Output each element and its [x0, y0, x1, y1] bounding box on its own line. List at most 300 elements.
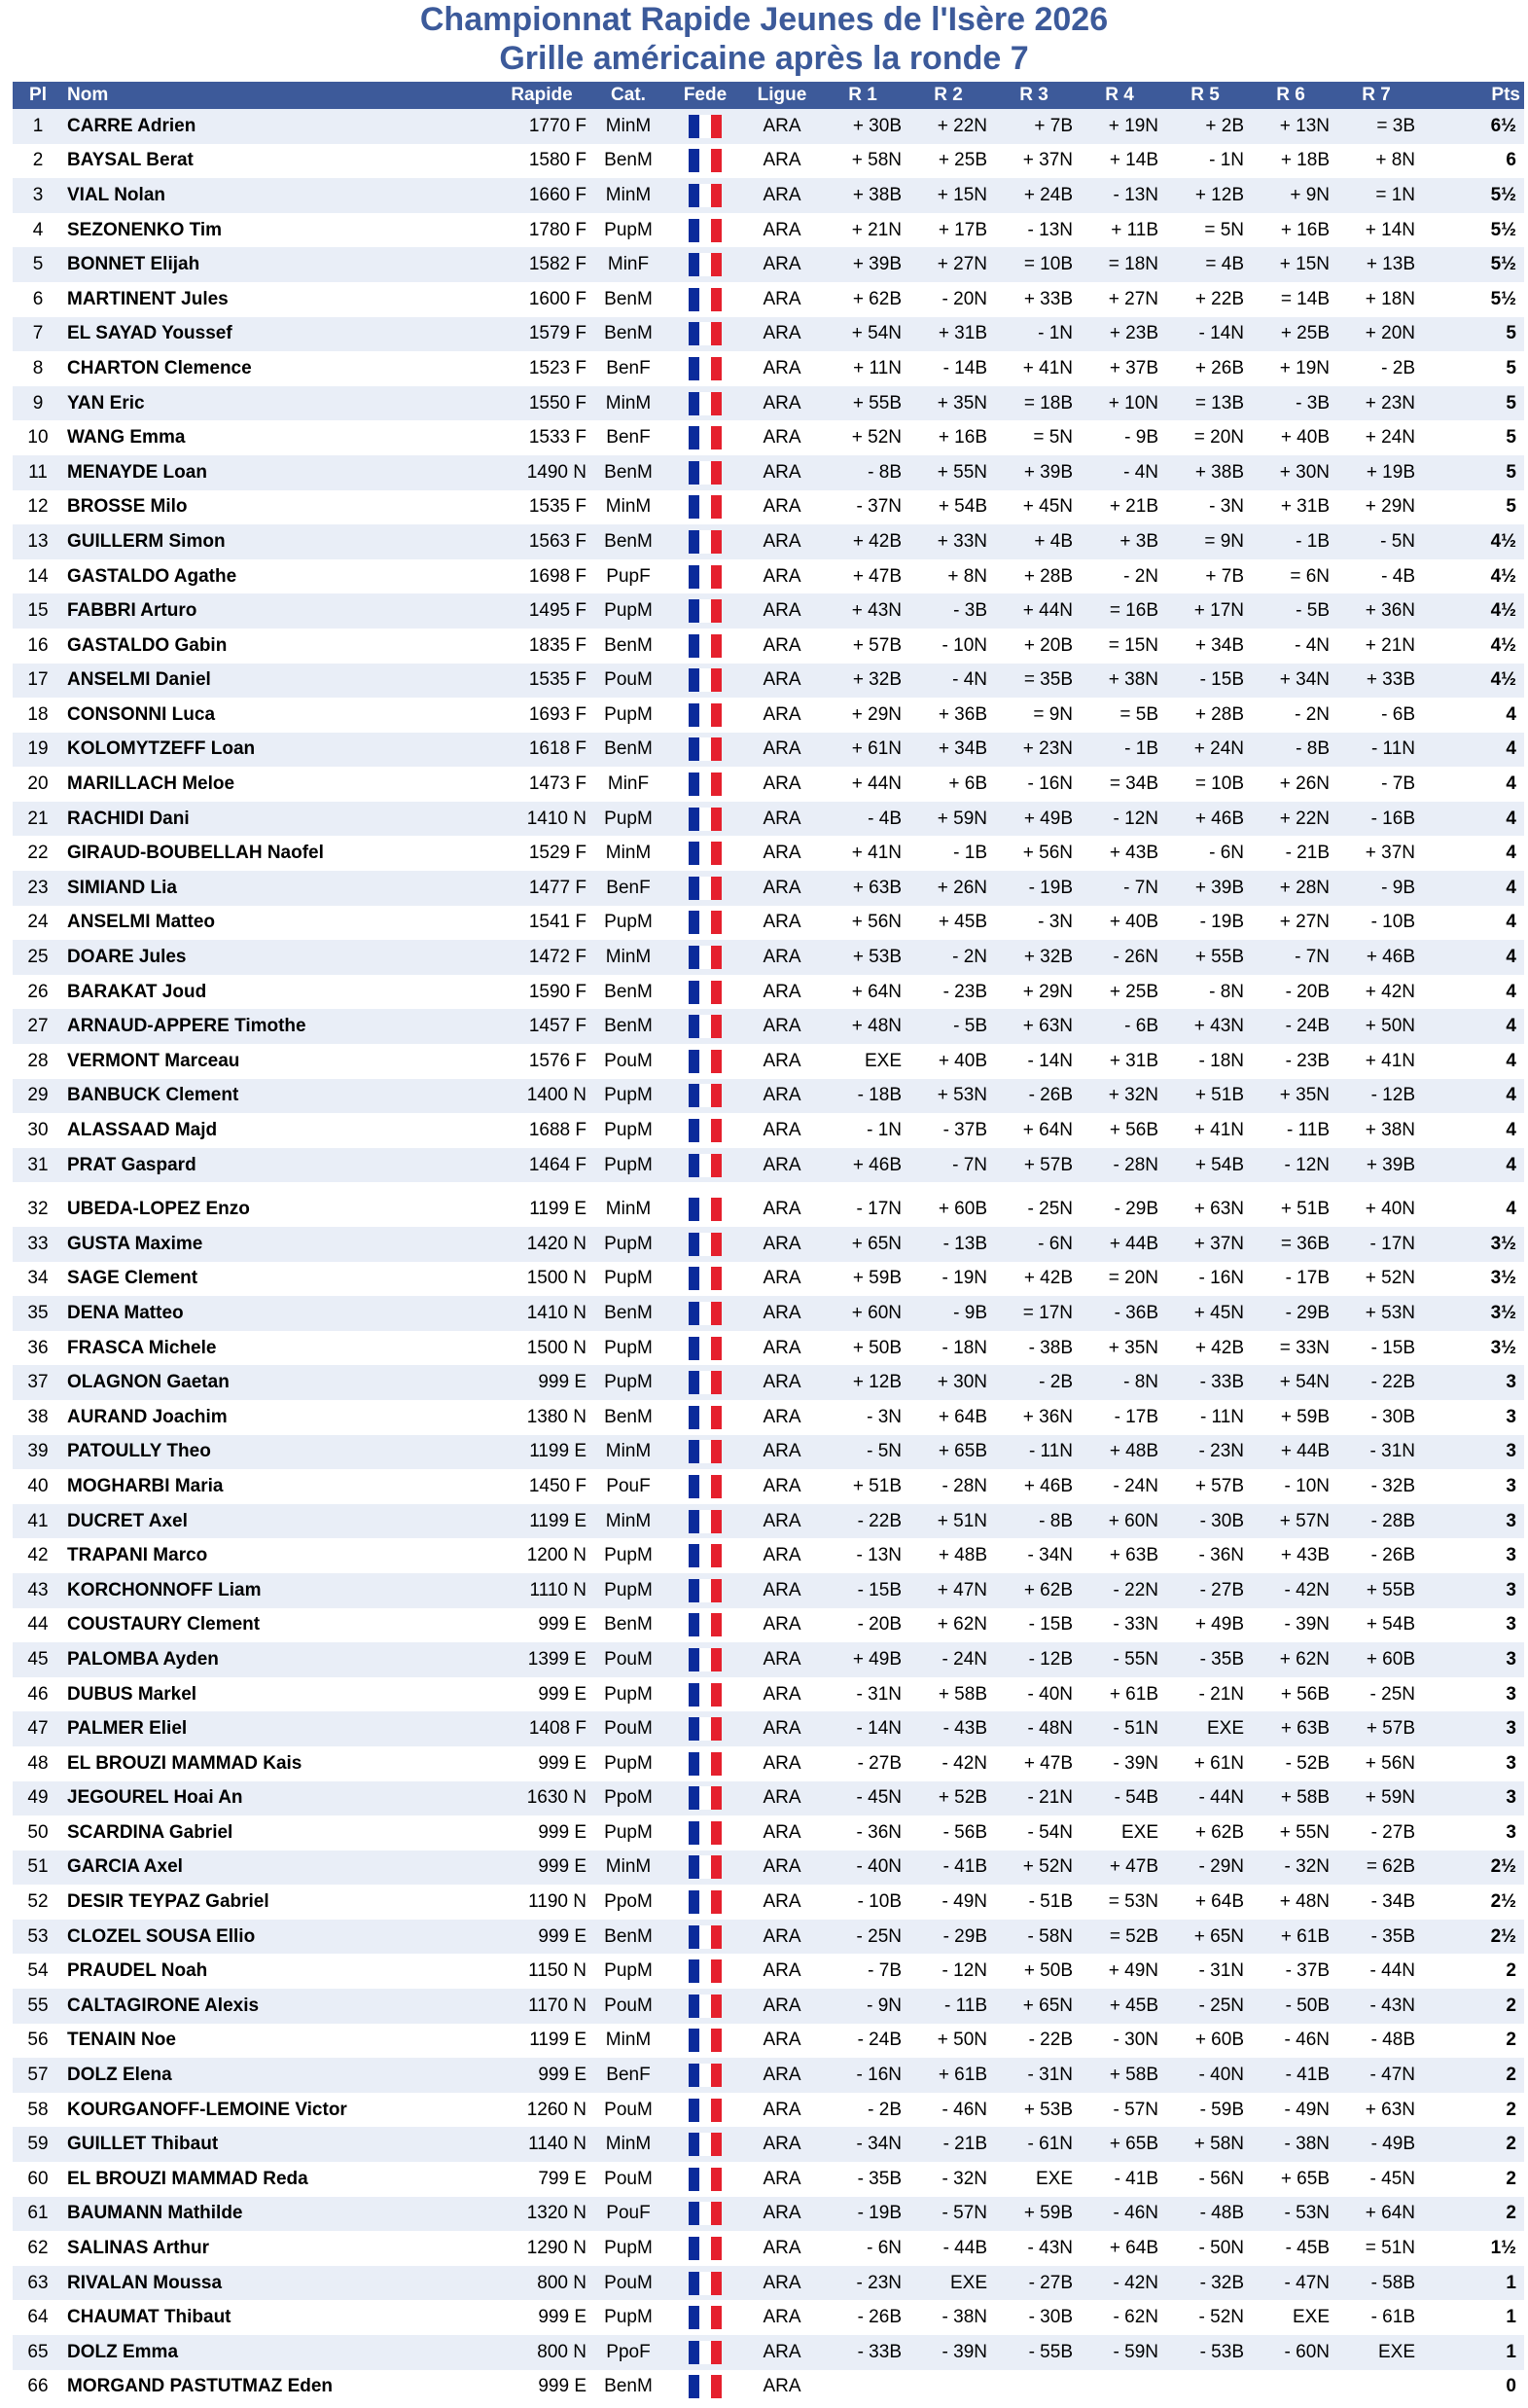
cell-ligue: ARA [744, 1815, 820, 1851]
cell-r1: - 35B [820, 2162, 906, 2197]
cell-r6: + 15N [1248, 247, 1333, 282]
france-flag-icon [689, 1475, 722, 1498]
cell-r4: + 63B [1077, 1538, 1162, 1573]
cell-r6: - 2N [1248, 698, 1333, 733]
cell-r1: - 45N [820, 1781, 906, 1816]
cell-r7: - 31N [1333, 1435, 1419, 1470]
cell-rapide: 1399 E [493, 1642, 590, 1677]
header-pl[interactable]: Pl [13, 82, 63, 109]
cell-r2: + 25B [906, 144, 991, 179]
cell-fede [666, 1365, 744, 1400]
cell-ligue: ARA [744, 1989, 820, 2024]
header-r2[interactable]: R 2 [906, 82, 991, 109]
cell-r5: + 7B [1162, 559, 1248, 594]
cell-r7: + 20N [1333, 317, 1419, 352]
cell-rapide: 1576 F [493, 1044, 590, 1079]
cell-ligue: ARA [744, 940, 820, 975]
cell-pts: 4 [1419, 1148, 1524, 1188]
cell-r6: + 28N [1248, 871, 1333, 906]
header-cat[interactable]: Cat. [590, 82, 666, 109]
cell-r3: - 61N [991, 2127, 1077, 2162]
cell-cat: PupM [590, 906, 666, 941]
table-row [13, 282, 1524, 317]
header-rapide[interactable]: Rapide [493, 82, 590, 109]
cell-nom: GUILLERM Simon [63, 524, 493, 559]
cell-r7: + 14N [1333, 213, 1419, 248]
cell-ligue: ARA [744, 1885, 820, 1920]
cell-fede [666, 2266, 744, 2301]
cell-r4: - 12N [1077, 802, 1162, 837]
cell-nom: ANSELMI Daniel [63, 664, 493, 699]
france-flag-icon [689, 1406, 722, 1429]
cell-pts: 5½ [1419, 178, 1524, 213]
cell-fede [666, 1435, 744, 1470]
cell-r2: - 5B [906, 1009, 991, 1044]
cell-rapide: 1490 N [493, 455, 590, 490]
cell-pl: 41 [13, 1504, 63, 1539]
cell-r3: + 29N [991, 975, 1077, 1010]
table-row [13, 593, 1524, 629]
cell-fede [666, 2300, 744, 2335]
cell-ligue: ARA [744, 1469, 820, 1504]
cell-nom: DUCRET Axel [63, 1504, 493, 1539]
cell-pl: 64 [13, 2300, 63, 2335]
cell-r2: + 27N [906, 247, 991, 282]
france-flag-icon [689, 1786, 722, 1810]
cell-nom: FABBRI Arturo [63, 593, 493, 629]
france-flag-icon [689, 1337, 722, 1360]
cell-r1: - 18B [820, 1079, 906, 1114]
cell-nom: CONSONNI Luca [63, 698, 493, 733]
cell-r6: + 34N [1248, 664, 1333, 699]
france-flag-icon [689, 2237, 722, 2260]
cell-pts: 2 [1419, 2093, 1524, 2128]
cell-cat: MinM [590, 490, 666, 525]
cell-r3: + 20B [991, 629, 1077, 664]
cell-r3: = 18B [991, 386, 1077, 421]
cell-pts: 5 [1419, 490, 1524, 525]
cell-rapide: 999 E [493, 2370, 590, 2405]
table-row [13, 1538, 1524, 1573]
cell-r2: - 29B [906, 1920, 991, 1955]
cell-pl: 40 [13, 1469, 63, 1504]
cell-cat: PupM [590, 1677, 666, 1712]
cell-r2: + 59N [906, 802, 991, 837]
table-row [13, 2300, 1524, 2335]
cell-r2: - 20N [906, 282, 991, 317]
cell-rapide: 800 N [493, 2335, 590, 2370]
table-row [13, 351, 1524, 386]
cell-pts: 4 [1419, 836, 1524, 871]
cell-ligue: ARA [744, 1262, 820, 1297]
cell-r7: - 47N [1333, 2058, 1419, 2093]
cell-fede [666, 247, 744, 282]
cell-nom: GIRAUD-BOUBELLAH Naofel [63, 836, 493, 871]
cell-r2: + 52B [906, 1781, 991, 1816]
cell-r6: - 32N [1248, 1851, 1333, 1886]
cell-nom: EL BROUZI MAMMAD Kais [63, 1746, 493, 1781]
cell-r2: + 31B [906, 317, 991, 352]
cell-pts: 4 [1419, 1009, 1524, 1044]
cell-r6: - 10N [1248, 1469, 1333, 1504]
cell-cat: PouF [590, 1469, 666, 1504]
cell-fede [666, 698, 744, 733]
cell-cat: MinM [590, 1187, 666, 1227]
cell-nom: MORGAND PASTUTMAZ Eden [63, 2370, 493, 2405]
cell-r1: - 25N [820, 1920, 906, 1955]
cell-fede [666, 524, 744, 559]
cell-r2: - 13B [906, 1227, 991, 1262]
cell-r2: - 28N [906, 1469, 991, 1504]
cell-r2: - 2N [906, 940, 991, 975]
cell-r3: + 57B [991, 1148, 1077, 1188]
cell-ligue: ARA [744, 524, 820, 559]
cell-r4: + 40B [1077, 906, 1162, 941]
cell-r7: + 23N [1333, 386, 1419, 421]
cell-ligue: ARA [744, 1504, 820, 1539]
header-fede[interactable]: Fede [666, 82, 744, 109]
cell-cat: BenM [590, 1296, 666, 1331]
cell-r5: + 34B [1162, 629, 1248, 664]
cell-r6: + 48N [1248, 1885, 1333, 1920]
cell-fede [666, 1227, 744, 1262]
cell-r1: + 43N [820, 593, 906, 629]
cell-fede [666, 144, 744, 179]
cell-pts: 2 [1419, 2162, 1524, 2197]
cell-cat: MinM [590, 109, 666, 144]
cell-fede [666, 1573, 744, 1608]
cell-pts: 2½ [1419, 1920, 1524, 1955]
cell-r5: - 27B [1162, 1573, 1248, 1608]
cell-rapide: 1698 F [493, 559, 590, 594]
cell-r1: - 6N [820, 2231, 906, 2266]
table-row [13, 317, 1524, 352]
cell-r6: + 31B [1248, 490, 1333, 525]
cell-ligue: ARA [744, 144, 820, 179]
cell-r2: + 61B [906, 2058, 991, 2093]
cell-r7: + 60B [1333, 1642, 1419, 1677]
cell-pl: 29 [13, 1079, 63, 1114]
header-nom[interactable]: Nom [63, 82, 493, 109]
cell-fede [666, 802, 744, 837]
cell-rapide: 1780 F [493, 213, 590, 248]
cell-cat: BenM [590, 1009, 666, 1044]
cell-pl: 23 [13, 871, 63, 906]
cell-r4: + 3B [1077, 524, 1162, 559]
header-ligue[interactable]: Ligue [744, 82, 820, 109]
cell-pts: 3½ [1419, 1331, 1524, 1366]
cell-pl: 28 [13, 1044, 63, 1079]
cell-r7: - 7B [1333, 767, 1419, 802]
header-r3[interactable]: R 3 [991, 82, 1077, 109]
cell-ligue: ARA [744, 178, 820, 213]
cell-rapide: 1835 F [493, 629, 590, 664]
cell-pl: 59 [13, 2127, 63, 2162]
cell-r1: - 26B [820, 2300, 906, 2335]
cell-r5: = 20N [1162, 420, 1248, 455]
header-r7[interactable]: R 7 [1333, 82, 1419, 109]
cell-r1: + 52N [820, 420, 906, 455]
cell-pts: 4 [1419, 871, 1524, 906]
table-row [13, 698, 1524, 733]
cell-r1: + 65N [820, 1227, 906, 1262]
cell-pts: 4 [1419, 733, 1524, 768]
header-pts[interactable]: Pts [1419, 82, 1524, 109]
cell-ligue: ARA [744, 2162, 820, 2197]
table-row [13, 940, 1524, 975]
cell-r6: = 33N [1248, 1331, 1333, 1366]
cell-ligue: ARA [744, 767, 820, 802]
cell-ligue: ARA [744, 213, 820, 248]
cell-nom: SALINAS Arthur [63, 2231, 493, 2266]
cell-cat: PouM [590, 1711, 666, 1746]
cell-r2: - 21B [906, 2127, 991, 2162]
cell-r4: - 42N [1077, 2266, 1162, 2301]
cell-r7: - 9B [1333, 871, 1419, 906]
cell-pl: 25 [13, 940, 63, 975]
cell-rapide: 1473 F [493, 767, 590, 802]
cell-r3: - 16N [991, 767, 1077, 802]
cell-r5: + 26B [1162, 351, 1248, 386]
france-flag-icon [689, 1648, 722, 1671]
cell-rapide: 1590 F [493, 975, 590, 1010]
cell-r5: - 25N [1162, 1989, 1248, 2024]
cell-ligue: ARA [744, 420, 820, 455]
cell-r3: - 3N [991, 906, 1077, 941]
page-subtitle: Grille américaine après la ronde 7 [499, 40, 1029, 77]
cell-ligue: ARA [744, 2197, 820, 2232]
table-row [13, 524, 1524, 559]
cell-r7: - 15B [1333, 1331, 1419, 1366]
cell-ligue: ARA [744, 1711, 820, 1746]
cell-fede [666, 351, 744, 386]
cell-r7: - 5N [1333, 524, 1419, 559]
cell-ligue: ARA [744, 1400, 820, 1435]
cell-r2: - 12N [906, 1954, 991, 1989]
cell-pts: 4½ [1419, 559, 1524, 594]
cell-r7: - 27B [1333, 1815, 1419, 1851]
france-flag-icon [689, 1579, 722, 1602]
cell-nom: BAUMANN Mathilde [63, 2197, 493, 2232]
cell-cat: PupM [590, 1113, 666, 1148]
cell-r3: - 54N [991, 1815, 1077, 1851]
cell-r4: EXE [1077, 1815, 1162, 1851]
cell-r5: - 3N [1162, 490, 1248, 525]
header-r1[interactable]: R 1 [820, 82, 906, 109]
france-flag-icon [689, 599, 722, 623]
cell-rapide: 1170 N [493, 1989, 590, 2024]
cell-r1: + 12B [820, 1365, 906, 1400]
cell-r6: + 57N [1248, 1504, 1333, 1539]
cell-cat: PupM [590, 1262, 666, 1297]
cell-r5: + 54B [1162, 1148, 1248, 1188]
cell-rapide: 1579 F [493, 317, 590, 352]
cell-r3: = 9N [991, 698, 1077, 733]
cell-r7: + 42N [1333, 975, 1419, 1010]
table-row [13, 213, 1524, 248]
header-r4[interactable]: R 4 [1077, 82, 1162, 109]
cell-ligue: ARA [744, 1365, 820, 1400]
table-row [13, 1677, 1524, 1712]
france-flag-icon [689, 1440, 722, 1463]
cell-rapide: 999 E [493, 1608, 590, 1643]
cell-r6: + 27N [1248, 906, 1333, 941]
cell-r5: + 64B [1162, 1885, 1248, 1920]
cell-pts: 3 [1419, 1504, 1524, 1539]
cell-pts: 4 [1419, 906, 1524, 941]
cell-r5: = 5N [1162, 213, 1248, 248]
cell-r3: + 37N [991, 144, 1077, 179]
cell-cat: BenM [590, 733, 666, 768]
cell-cat: MinM [590, 178, 666, 213]
cell-r1: - 20B [820, 1608, 906, 1643]
cell-fede [666, 1538, 744, 1573]
cell-r3: + 46B [991, 1469, 1077, 1504]
cell-r2: - 7N [906, 1148, 991, 1188]
cell-pl: 7 [13, 317, 63, 352]
cell-r6: + 19N [1248, 351, 1333, 386]
cell-pl: 63 [13, 2266, 63, 2301]
table-row [13, 733, 1524, 768]
cell-r5: - 36N [1162, 1538, 1248, 1573]
cell-pl: 48 [13, 1746, 63, 1781]
cell-rapide: 1140 N [493, 2127, 590, 2162]
cell-nom: WANG Emma [63, 420, 493, 455]
france-flag-icon [689, 357, 722, 380]
cell-rapide: 1563 F [493, 524, 590, 559]
cell-r2: - 39N [906, 2335, 991, 2370]
cell-rapide: 1529 F [493, 836, 590, 871]
cell-r3: - 40N [991, 1677, 1077, 1712]
cell-r1: + 11N [820, 351, 906, 386]
cell-pts: 1 [1419, 2335, 1524, 2370]
cell-rapide: 1260 N [493, 2093, 590, 2128]
cell-fede [666, 871, 744, 906]
cell-r3: - 12B [991, 1642, 1077, 1677]
cell-pts: 2 [1419, 2127, 1524, 2162]
cell-r3: + 52N [991, 1851, 1077, 1886]
cell-r1: - 33B [820, 2335, 906, 2370]
cell-r3: + 32B [991, 940, 1077, 975]
cell-fede [666, 1469, 744, 1504]
header-r6[interactable]: R 6 [1248, 82, 1333, 109]
cell-pl: 20 [13, 767, 63, 802]
cell-r1: + 57B [820, 629, 906, 664]
cell-r6: - 37B [1248, 1954, 1333, 1989]
cell-r4: + 45B [1077, 1989, 1162, 2024]
cell-r2: - 37B [906, 1113, 991, 1148]
cell-pts: 4 [1419, 1113, 1524, 1148]
cell-r7: - 12B [1333, 1079, 1419, 1114]
cell-pl: 31 [13, 1148, 63, 1188]
cell-r4: - 26N [1077, 940, 1162, 975]
cell-cat: MinM [590, 386, 666, 421]
cell-r3: + 53B [991, 2093, 1077, 2128]
cell-rapide: 1110 N [493, 1573, 590, 1608]
cell-r5: - 15B [1162, 664, 1248, 699]
cell-fede [666, 1608, 744, 1643]
cell-r5: - 32B [1162, 2266, 1248, 2301]
cell-nom: EL BROUZI MAMMAD Reda [63, 2162, 493, 2197]
cell-r3: - 51B [991, 1885, 1077, 1920]
cell-r5: + 61N [1162, 1746, 1248, 1781]
cell-r4: = 16B [1077, 593, 1162, 629]
cell-nom: PRAUDEL Noah [63, 1954, 493, 1989]
cell-rapide: 1550 F [493, 386, 590, 421]
cell-r2: + 36B [906, 698, 991, 733]
cell-pts: 5 [1419, 351, 1524, 386]
table-row [13, 247, 1524, 282]
cell-r3: = 10B [991, 247, 1077, 282]
cell-pl: 8 [13, 351, 63, 386]
cell-r3: + 45N [991, 490, 1077, 525]
cell-rapide: 999 E [493, 1677, 590, 1712]
cell-r6: + 44B [1248, 1435, 1333, 1470]
cell-r5: = 9N [1162, 524, 1248, 559]
cell-pts: 3 [1419, 1365, 1524, 1400]
header-r5[interactable]: R 5 [1162, 82, 1248, 109]
cell-r2: - 46N [906, 2093, 991, 2128]
cell-pts: 3 [1419, 1400, 1524, 1435]
france-flag-icon [689, 1050, 722, 1073]
cell-ligue: ARA [744, 282, 820, 317]
cell-r3: + 47B [991, 1746, 1077, 1781]
table-header-row [13, 82, 1524, 109]
table-row [13, 2162, 1524, 2197]
cell-r5: - 33B [1162, 1365, 1248, 1400]
cell-r2: - 19N [906, 1262, 991, 1297]
table-row [13, 767, 1524, 802]
cell-r1: + 51B [820, 1469, 906, 1504]
cell-cat: BenM [590, 1400, 666, 1435]
cell-r4 [1077, 2370, 1162, 2405]
cell-r7: + 41N [1333, 1044, 1419, 1079]
cell-r1: + 53B [820, 940, 906, 975]
cell-r5: - 21N [1162, 1677, 1248, 1712]
table-row [13, 629, 1524, 664]
france-flag-icon [689, 2272, 722, 2295]
france-flag-icon [689, 1154, 722, 1177]
cell-r1: + 59B [820, 1262, 906, 1297]
cell-ligue: ARA [744, 386, 820, 421]
cell-r2: + 35N [906, 386, 991, 421]
cell-r1: + 42B [820, 524, 906, 559]
cell-cat: MinM [590, 836, 666, 871]
table-row [13, 2266, 1524, 2301]
cell-nom: DESIR TEYPAZ Gabriel [63, 1885, 493, 1920]
table-row [13, 1711, 1524, 1746]
cell-r7: - 16B [1333, 802, 1419, 837]
cell-r3: - 8B [991, 1504, 1077, 1539]
cell-fede [666, 1989, 744, 2024]
cell-r5: + 51B [1162, 1079, 1248, 1114]
standings-table [13, 82, 1524, 2404]
cell-pts: 2 [1419, 1989, 1524, 2024]
cell-ligue: ARA [744, 2300, 820, 2335]
cell-r3: - 1N [991, 317, 1077, 352]
cell-pl: 35 [13, 1296, 63, 1331]
cell-r6: + 9N [1248, 178, 1333, 213]
cell-r6: - 5B [1248, 593, 1333, 629]
cell-r5: - 18N [1162, 1044, 1248, 1079]
france-flag-icon [689, 565, 722, 589]
cell-cat: PupF [590, 559, 666, 594]
cell-r1: + 46B [820, 1148, 906, 1188]
cell-fede [666, 1504, 744, 1539]
cell-nom: CHARTON Clemence [63, 351, 493, 386]
cell-r5: + 46B [1162, 802, 1248, 837]
cell-r7: - 6B [1333, 698, 1419, 733]
